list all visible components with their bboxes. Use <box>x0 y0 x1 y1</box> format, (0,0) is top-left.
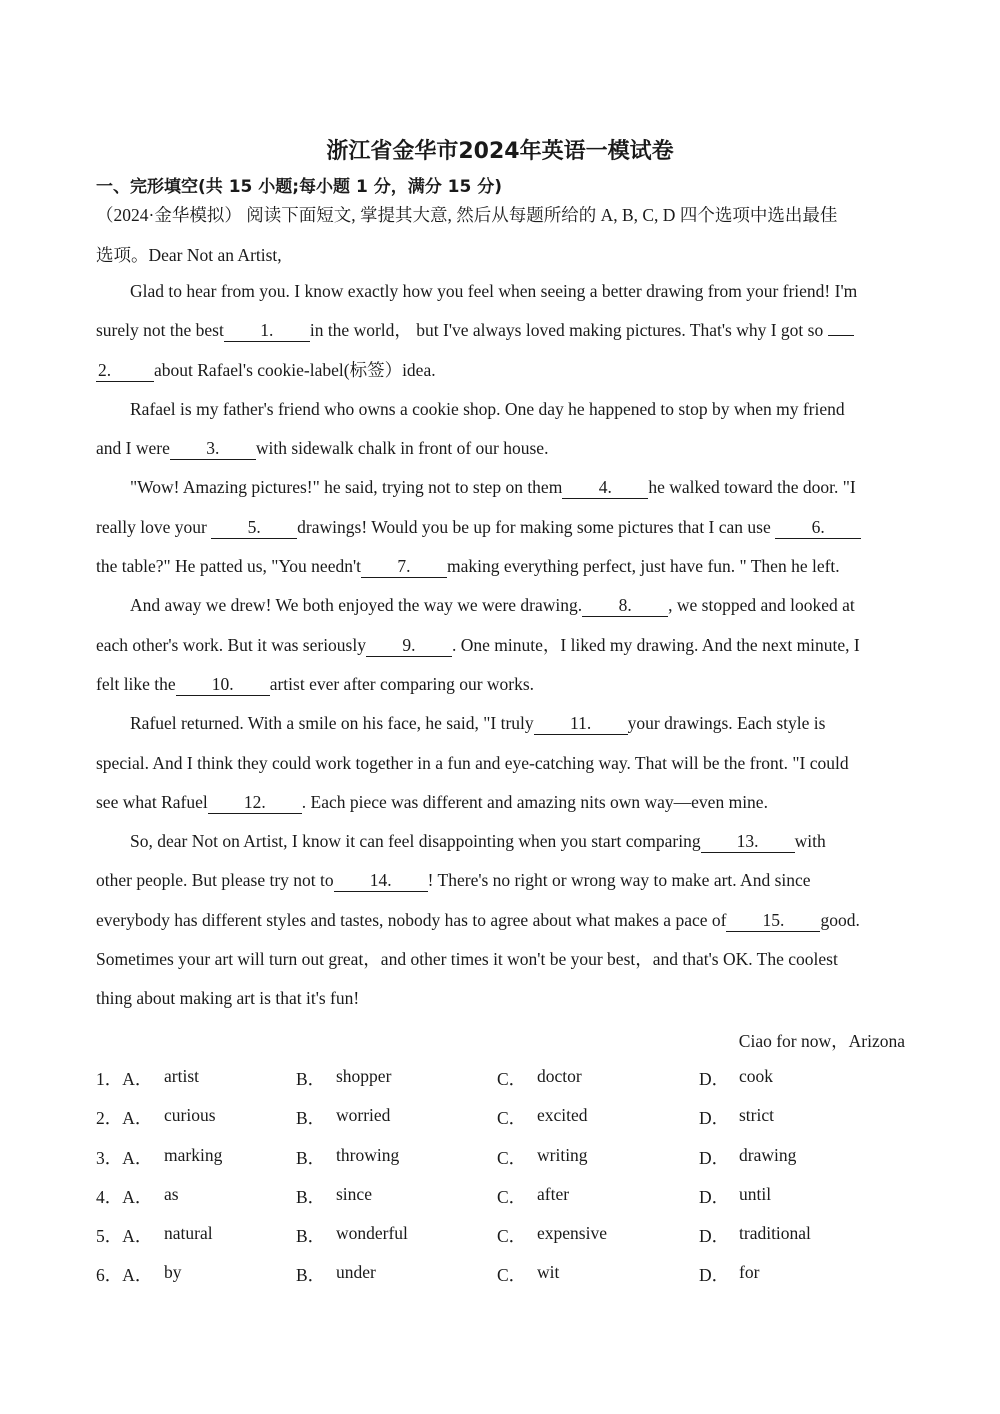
passage-line: Rafael is my father's friend who owns a cookie shop. One day he happened to stop by when my friend <box>130 398 845 419</box>
blank-13: 13. <box>701 830 795 853</box>
letter-greeting: Dear Not an Artist, <box>148 245 282 265</box>
option-row <box>96 1262 916 1301</box>
question-number: 1．A． <box>96 1069 153 1089</box>
option-d: for <box>739 1262 760 1283</box>
option-a: curious <box>164 1105 216 1126</box>
passage-text: felt like the <box>96 673 176 694</box>
passage-text: the table?" He patted us, "You needn't <box>96 556 361 577</box>
passage-line <box>96 665 908 704</box>
option-c: doctor <box>537 1066 582 1086</box>
passage-text: So, dear Not on Artist, I know it can feel disappointing when you start comparing <box>130 831 701 852</box>
option-d: strict <box>739 1105 774 1126</box>
question-number: 5．A． <box>96 1226 153 1247</box>
option-row <box>96 1105 916 1144</box>
option-letter-c: C． <box>497 1265 527 1286</box>
blank-8: 8. <box>582 594 668 617</box>
option-b: since <box>336 1183 372 1204</box>
question-number: 3．A． <box>96 1147 153 1168</box>
option-row <box>96 1066 916 1105</box>
instructions-tail: 选项。 <box>96 245 149 265</box>
passage-line <box>96 704 908 743</box>
passage-text: he walked toward the door. "I <box>648 477 856 498</box>
blank-5: 5. <box>211 516 297 539</box>
passage-text: , we stopped and looked at <box>668 595 855 616</box>
blank-14: 14. <box>334 869 428 892</box>
instructions-line <box>96 242 906 267</box>
passage-text: making everything perfect, just have fun. " Then he left. <box>446 556 840 577</box>
passage-line <box>96 429 908 468</box>
option-letter-b: B． <box>296 1226 326 1247</box>
option-row <box>96 1184 916 1223</box>
option-letter-b: B． <box>296 1265 326 1286</box>
passage-line: Sometimes your art will turn out great，and other times it won't be your best，and that's OK. The coolest <box>96 949 838 970</box>
passage-line <box>96 822 908 861</box>
passage-text: "Wow! Amazing pictures!" he said, trying not to step on them <box>130 477 563 498</box>
passage-line <box>96 586 908 625</box>
option-letter-b: B． <box>296 1108 326 1129</box>
passage-text: everybody has different styles and tastes, nobody has to agree about what makes a pace of <box>96 909 727 930</box>
passage-text: about Rafael's cookie-label(标签）idea. <box>154 359 436 380</box>
section-heading: 一、完形填空(共 15 小题;每小题 1 分，满分 15 分) <box>96 177 502 197</box>
passage-text: artist ever after comparing our works. <box>269 673 535 694</box>
passage-text: . One minute，I liked my drawing. And the next minute, I <box>451 634 860 655</box>
passage-text: with <box>794 831 826 852</box>
option-letter-d: D． <box>699 1069 730 1089</box>
option-letter-d: D． <box>699 1226 730 1247</box>
blank-10: 10. <box>176 673 270 696</box>
option-letter-c: C． <box>497 1108 527 1129</box>
option-b: wonderful <box>336 1223 408 1244</box>
option-letter-c: C． <box>497 1147 527 1168</box>
option-letter-b: B． <box>296 1069 326 1089</box>
option-a: by <box>164 1262 182 1283</box>
option-b: under <box>336 1262 376 1283</box>
question-number: 4．A． <box>96 1186 153 1207</box>
blank-3: 3. <box>170 437 256 460</box>
passage-line <box>96 508 908 547</box>
option-c: expensive <box>537 1223 607 1244</box>
option-c: excited <box>537 1105 588 1126</box>
passage-text: ! There's no right or wrong way to make art. And since <box>427 870 811 891</box>
option-row <box>96 1145 916 1184</box>
passage-text: in the world， but I've always loved making pictures. That's why I got so <box>309 320 824 341</box>
passage-text: with sidewalk chalk in front of our house. <box>255 438 549 459</box>
passage-text: and I were <box>96 438 170 459</box>
passage-text: drawings! Would you be up for making some pictures that I can use <box>297 516 771 537</box>
passage-line <box>96 351 908 390</box>
blank-4: 4. <box>562 476 648 499</box>
passage-line <box>96 547 908 586</box>
option-letter-b: B． <box>296 1186 326 1207</box>
option-a: marking <box>164 1144 223 1165</box>
option-letter-c: C． <box>497 1226 527 1247</box>
option-letter-b: B． <box>296 1147 326 1168</box>
option-d: traditional <box>739 1223 811 1244</box>
passage-line <box>96 783 908 822</box>
passage-text: other people. But please try not to <box>96 870 334 891</box>
option-a: artist <box>164 1066 199 1086</box>
option-letter-c: C． <box>497 1186 527 1207</box>
blank-1: 1. <box>224 319 310 342</box>
blank-2: 2. <box>96 359 154 382</box>
option-d: cook <box>739 1066 774 1086</box>
option-letter-d: D． <box>699 1108 730 1129</box>
option-a: as <box>164 1183 179 1204</box>
passage-text: each other's work. But it was seriously <box>96 634 366 655</box>
option-c: writing <box>537 1144 588 1165</box>
passage-line: special. And I think they could work together in a fun and eye-catching way. That will be the front. "I could <box>96 752 849 773</box>
passage-text: . Each piece was different and amazing nits own way—even mine. <box>301 791 768 812</box>
passage-text: see what Rafuel <box>96 791 208 812</box>
blank-6: 6. <box>775 516 861 539</box>
letter-signoff: Ciao for now，Arizona <box>738 1031 905 1051</box>
option-b: shopper <box>336 1066 392 1086</box>
option-a: natural <box>164 1223 213 1244</box>
blank-11: 11. <box>534 712 628 735</box>
passage-line <box>96 311 908 350</box>
passage-text: good. <box>820 909 860 930</box>
option-c: wit <box>537 1262 560 1283</box>
passage-text: really love your <box>96 516 207 537</box>
question-number: 6．A． <box>96 1265 153 1286</box>
option-d: drawing <box>739 1144 797 1165</box>
option-d: until <box>739 1183 772 1204</box>
option-b: throwing <box>336 1144 400 1165</box>
blank-2-start <box>828 335 854 336</box>
option-b: worried <box>336 1105 391 1126</box>
blank-9: 9. <box>366 634 452 657</box>
option-c: after <box>537 1183 570 1204</box>
option-letter-c: C． <box>497 1069 527 1089</box>
instructions-line: （2024·金华模拟） 阅读下面短文, 掌提其大意, 然后从每题所给的 A, B, C, D 四个选项中选出最佳 <box>96 205 838 225</box>
passage-text: surely not the best <box>96 320 224 341</box>
blank-7: 7. <box>361 555 447 578</box>
passage-line: thing about making art is that it's fun! <box>96 988 360 1009</box>
blank-15: 15. <box>726 909 820 932</box>
page-title: 浙江省金华市2024年英语一模试卷 <box>326 139 674 164</box>
question-number: 2．A． <box>96 1108 153 1129</box>
passage-text: Rafuel returned. With a smile on his face, he said, "I truly <box>130 713 534 734</box>
cloze-passage <box>96 272 908 1019</box>
option-row <box>96 1223 916 1262</box>
blank-12: 12. <box>208 791 302 814</box>
option-letter-d: D． <box>699 1186 730 1207</box>
passage-text: your drawings. Each style is <box>627 713 826 734</box>
option-letter-d: D． <box>699 1265 730 1286</box>
passage-line <box>96 861 908 900</box>
passage-line: Glad to hear from you. I know exactly how you feel when seeing a better drawing from your friend! I'm <box>130 281 858 301</box>
option-letter-d: D． <box>699 1147 730 1168</box>
passage-line <box>96 626 908 665</box>
options-list <box>96 1066 916 1302</box>
passage-line <box>96 901 908 940</box>
passage-text: And away we drew! We both enjoyed the way we were drawing. <box>130 595 583 616</box>
passage-line <box>96 468 908 507</box>
